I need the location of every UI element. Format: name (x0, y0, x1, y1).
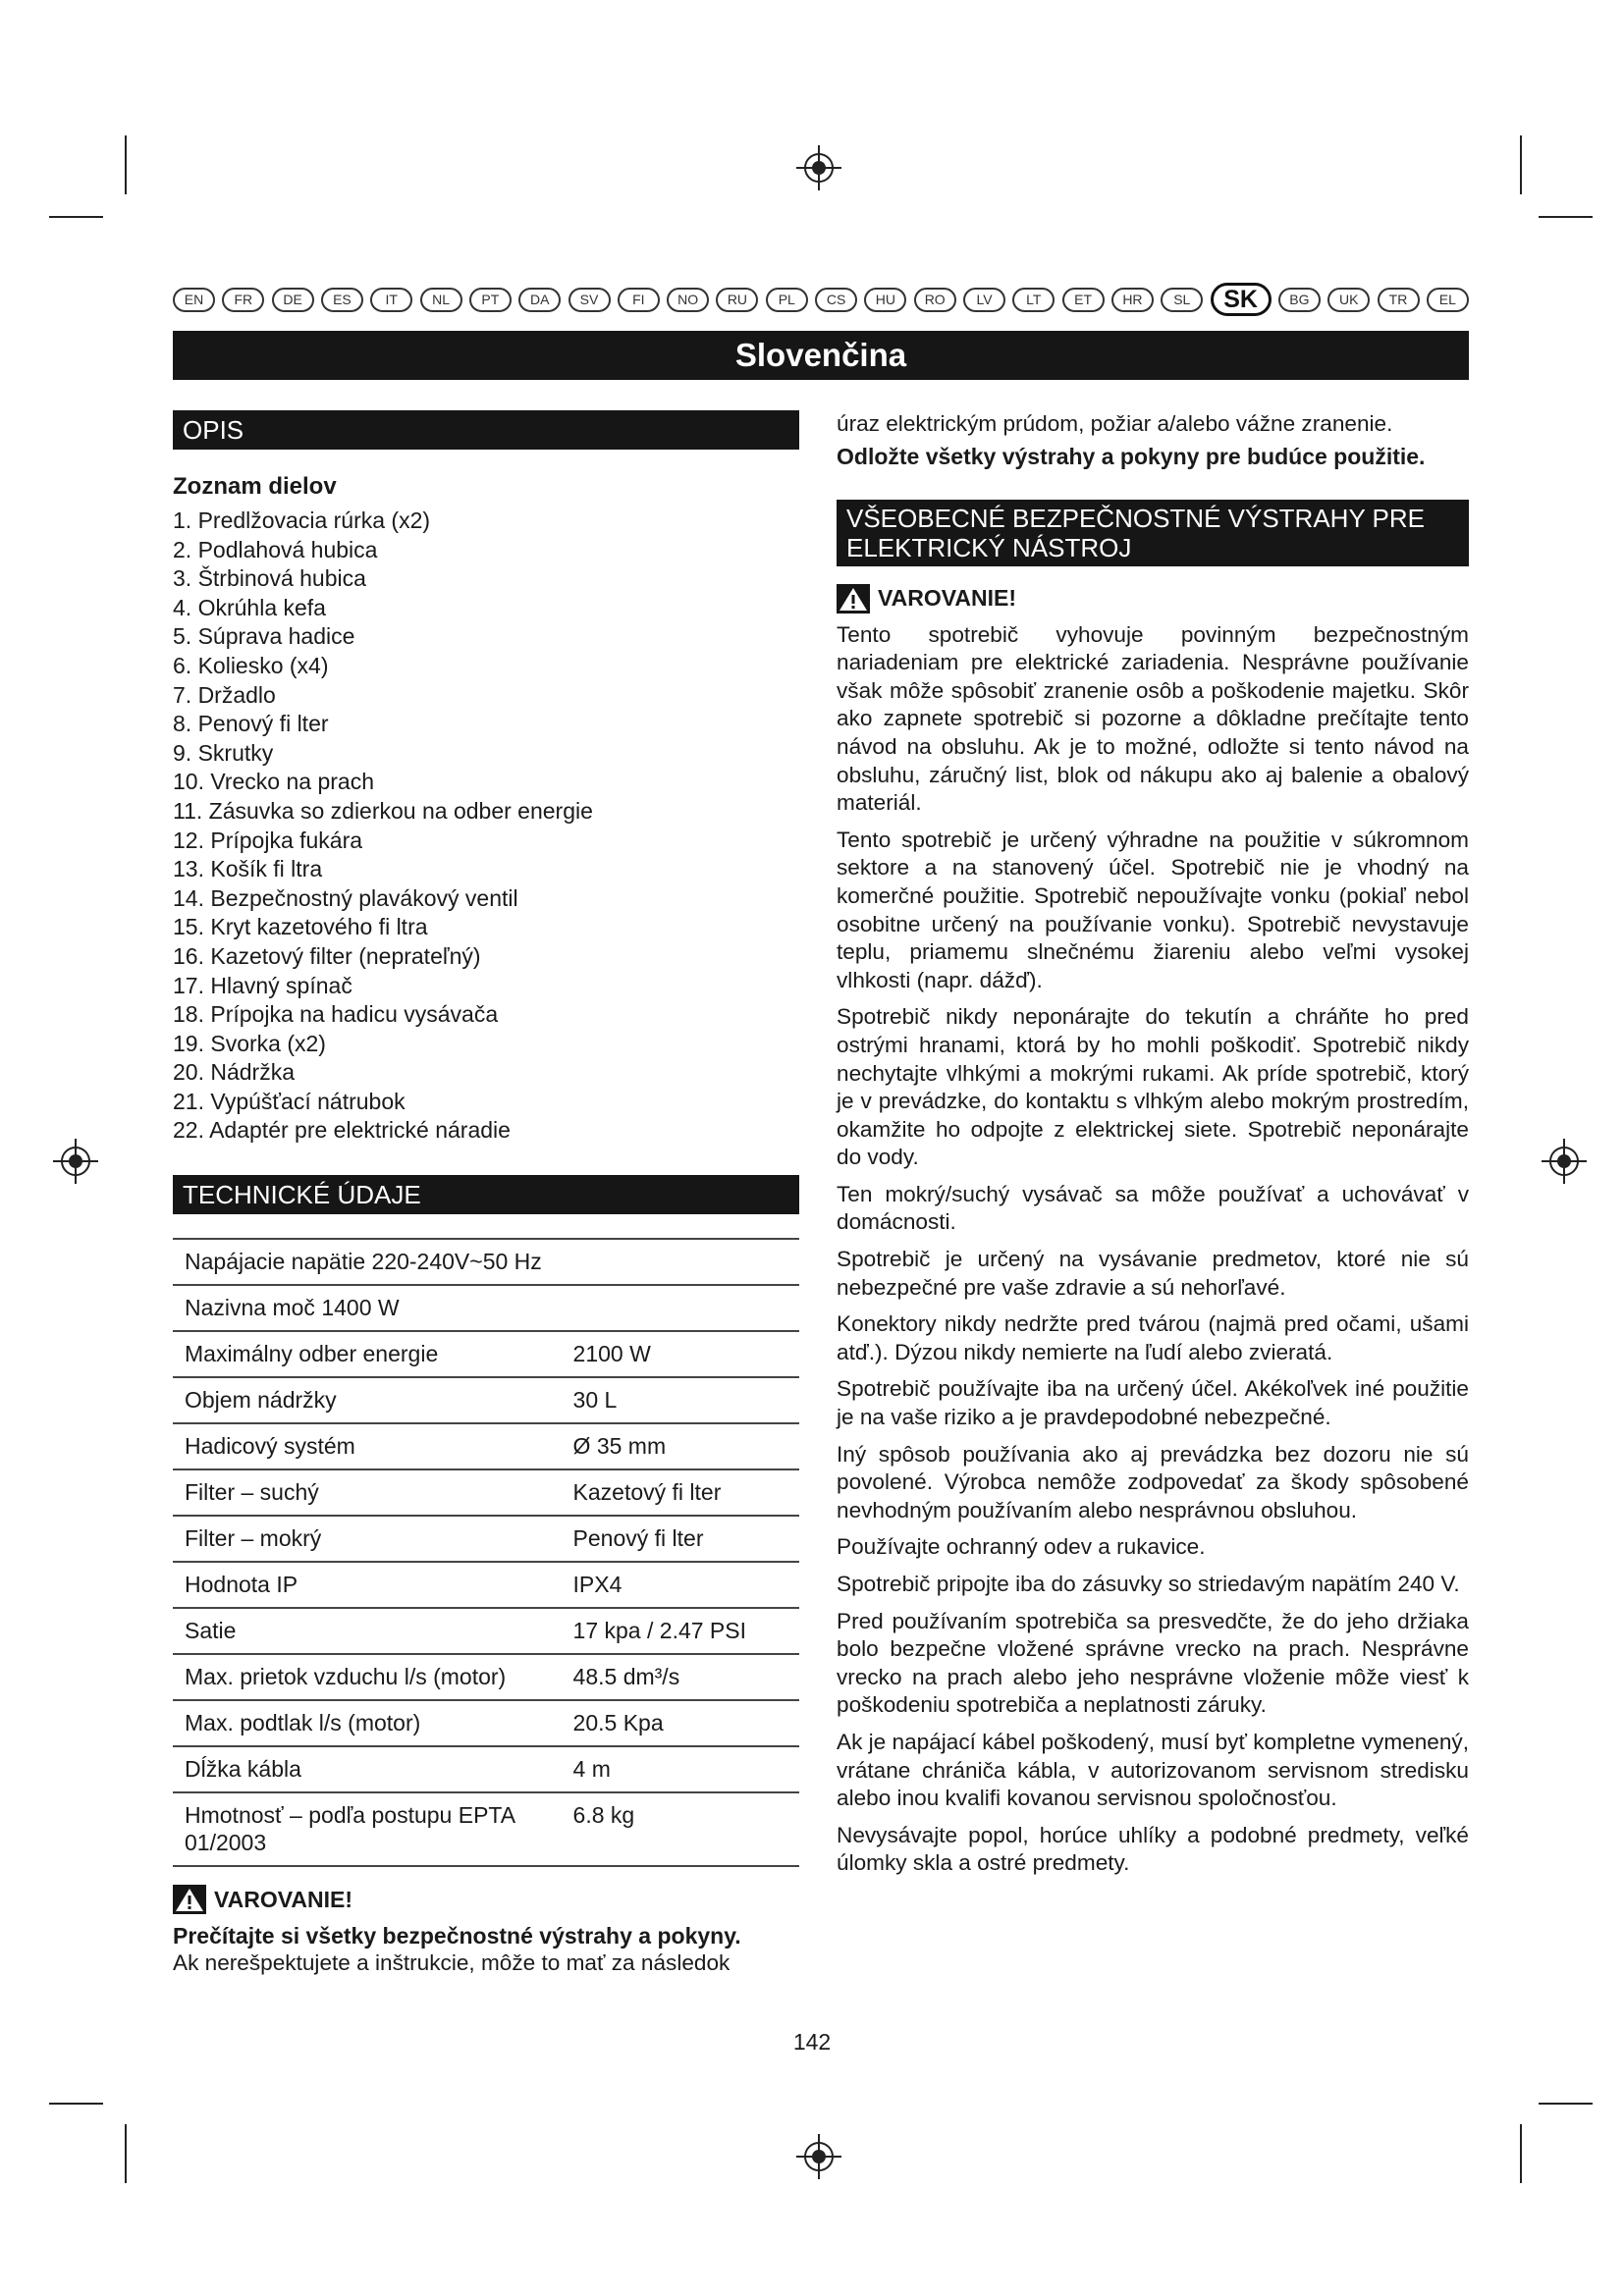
language-tab-el[interactable]: EL (1427, 288, 1469, 312)
safety-paragraph: Pred používaním spotrebiča sa presvedčte, že do jeho držiaka bolo bezpečne vložené správne vrecko na prach. Nesprávne vrecko na prach alebo jeho nesprávne vloženie môže viesť k poškodeniu spotrebiča a neplatnosti záruky. (837, 1608, 1469, 1718)
list-item: 14. Bezpečnostný plavákový ventil (173, 884, 518, 911)
spec-value: Ø 35 mm (562, 1423, 799, 1469)
language-tab-fi[interactable]: FI (618, 288, 660, 312)
spec-label: Dĺžka kábla (173, 1746, 562, 1792)
spec-value: 17 kpa / 2.47 PSI (562, 1608, 799, 1654)
language-tab-pt[interactable]: PT (469, 288, 512, 312)
table-row (173, 1516, 799, 1562)
language-tab-it[interactable]: IT (370, 288, 412, 312)
safety-paragraph: Ak je napájací kábel poškodený, musí byť kompletne vymenený, vrátane chrániča kábla, v autorizovanom servisnom stredisku alebo inou kvalifi kovanou servisnou spoločnosťou. (837, 1729, 1469, 1811)
section-heading-safety: VŠEOBECNÉ BEZPEČNOSTNÉ VÝSTRAHY PRE ELEKTRICKÝ NÁSTROJ (837, 500, 1469, 566)
safety-paragraph: Spotrebič je určený na vysávanie predmetov, ktoré nie sú nebezpečné pre vaše zdravie a sú nehorľavé. (837, 1247, 1469, 1300)
list-item: 22. Adaptér pre elektrické náradie (173, 1117, 511, 1144)
table-row (173, 1377, 799, 1423)
list-item: 17. Hlavný spínač (173, 972, 352, 998)
list-item: 7. Držadlo (173, 681, 276, 708)
safety-paragraph: Nevysávajte popol, horúce uhlíky a podobné predmety, veľké úlomky skla a ostré predmety. (837, 1822, 1469, 1876)
spec-value: 6.8 kg (562, 1792, 799, 1866)
spec-label: Filter – mokrý (173, 1516, 562, 1562)
spec-value (562, 1239, 799, 1285)
spec-value: 48.5 dm³/s (562, 1654, 799, 1700)
page-number: 142 (792, 2029, 832, 2055)
spec-label: Nazivna moč 1400 W (173, 1285, 562, 1331)
warning-heading-left (173, 1885, 799, 1914)
spec-label: Max. prietok vzduchu l/s (motor) (173, 1654, 562, 1700)
list-item: 12. Prípojka fukára (173, 827, 363, 853)
spec-label: Maximálny odber energie (173, 1331, 562, 1377)
language-tab-et[interactable]: ET (1062, 288, 1105, 312)
spec-label: Hmotnosť – podľa postupu EPTA 01/2003 (173, 1792, 562, 1866)
table-row (173, 1700, 799, 1746)
language-tab-no[interactable]: NO (667, 288, 709, 312)
warning-bold-text-left: Prečítajte si všetky bezpečnostné výstrahy a pokyny. (173, 1923, 741, 1949)
safety-paragraph: Iný spôsob používania ako aj prevádzka bez dozoru nie sú povolené. Výrobca nemôže zodpovedať za škody spôsobené nevhodným používaním alebo nesprávnou obsluhou. (837, 1441, 1469, 1522)
language-tab-cs[interactable]: CS (815, 288, 857, 312)
language-tab-lv[interactable]: LV (963, 288, 1005, 312)
language-tab-lt[interactable]: LT (1012, 288, 1055, 312)
spec-value (562, 1285, 799, 1331)
table-row (173, 1654, 799, 1700)
language-tab-ro[interactable]: RO (914, 288, 956, 312)
safety-paragraph: Ten mokrý/suchý vysávač sa môže používať a uchovávať v domácnosti. (837, 1181, 1469, 1235)
safety-paragraph: Spotrebič pripojte iba do zásuvky so striedavým napätím 240 V. (837, 1572, 1460, 1596)
language-tab-sl[interactable]: SL (1161, 288, 1203, 312)
list-item: 3. Štrbinová hubica (173, 565, 366, 592)
safety-paragraph: Tento spotrebič vyhovuje povinným bezpečnostným nariadeniam pre elektrické zariadenia. Nesprávne používanie však môže spôsobiť zranenie osôb a poškodenie majetku. Skôr ako zapnete spotrebič si pozorne a dôkladne prečítajte tento návod na obsluhu. Ak je to možné, odložte si tento návod na obsluhu, záručný list, blok od nákupu ako aj balenie a obalový materiál. (837, 621, 1469, 816)
spec-value: IPX4 (562, 1562, 799, 1608)
spec-value: 20.5 Kpa (562, 1700, 799, 1746)
crop-mark-bottom-right-vertical (1520, 2124, 1522, 2183)
list-item: 19. Svorka (x2) (173, 1030, 326, 1056)
list-item: 4. Okrúhla kefa (173, 594, 326, 620)
spec-label: Satie (173, 1608, 562, 1654)
safety-paragraph: Konektory nikdy nedržte pred tvárou (najmä pred očami, ušami atď.). Dýzou nikdy nemierte na ľudí alebo zvieratá. (837, 1311, 1469, 1364)
language-tab-nl[interactable]: NL (420, 288, 462, 312)
safety-paragraph: Používajte ochranný odev a rukavice. (837, 1534, 1206, 1560)
spec-value: 30 L (562, 1377, 799, 1423)
list-item: 6. Koliesko (x4) (173, 652, 329, 678)
page-title: Slovenčina (173, 331, 1469, 380)
warning-label-right: VAROVANIE! (878, 585, 1016, 612)
language-tab-fr[interactable]: FR (222, 288, 264, 312)
table-row (173, 1331, 799, 1377)
parts-list (173, 507, 799, 1146)
crop-mark-bottom-right-horizontal (1539, 2103, 1593, 2105)
section-heading-opis: OPIS (173, 410, 799, 450)
spec-value: Kazetový fi lter (562, 1469, 799, 1516)
safety-paragraph: Spotrebič používajte iba na určený účel. Akékoľvek iné použitie je na vaše riziko a je pravdepodobné nebezpečné. (837, 1376, 1469, 1430)
table-row (173, 1469, 799, 1516)
language-tab-ru[interactable]: RU (716, 288, 758, 312)
safety-paragraph: Tento spotrebič je určený výhradne na použitie v súkromnom sektore a na stanovený účel. Spotrebič nie je vhodný na komerčné použitie. Spotrebič nepoužívajte vonku (pokiaľ nebol osobitne určený na používanie vonku). Spotrebič nevystavuje teplu, priamemu slnečnému žiareniu alebo veľmi vysokej vlhkosti (napr. dážď). (837, 827, 1469, 992)
warning-text-left: Ak nerešpektujete a inštrukcie, môže to mať za následok (173, 1950, 731, 1976)
language-tab-sk[interactable]: SK (1211, 283, 1272, 316)
language-tab-hu[interactable]: HU (864, 288, 906, 312)
table-row (173, 1285, 799, 1331)
warning-heading-right (837, 584, 1469, 614)
list-item: 1. Predlžovacia rúrka (x2) (173, 507, 431, 533)
language-tab-da[interactable]: DA (518, 288, 561, 312)
spec-label: Napájacie napätie 220-240V~50 Hz (173, 1239, 562, 1285)
warning-triangle-icon (837, 584, 870, 614)
table-row (173, 1792, 799, 1866)
spec-value: Penový fi lter (562, 1516, 799, 1562)
registration-mark-left-icon (53, 1139, 98, 1184)
crop-mark-top-right-vertical (1520, 135, 1522, 194)
safety-paragraph: Spotrebič nikdy neponárajte do tekutín a chráňte ho pred ostrými hranami, ktorá by ho mohli poškodiť. Spotrebič nikdy nechytajte vlhkými a mokrými rukami. Ak príde spotrebič, ktorý je v prevádzke, do kontaktu s vlhkým alebo mokrým prostredím, okamžite ho odpojte z elektrickej siete. Spotrebič neponárajte do vody. (837, 1004, 1469, 1170)
language-tab-tr[interactable]: TR (1378, 288, 1420, 312)
spec-table (173, 1238, 799, 1867)
right-column (837, 410, 1469, 1887)
list-item: 5. Súprava hadice (173, 623, 355, 650)
language-tab-bg[interactable]: BG (1278, 288, 1321, 312)
intro-bold: Odložte všetky výstrahy a pokyny pre budúce použitie. (837, 443, 1426, 469)
crop-mark-top-left-vertical (125, 135, 127, 194)
language-tab-en[interactable]: EN (173, 288, 215, 312)
list-item: 11. Zásuvka so zdierkou na odber energie (173, 797, 593, 824)
spec-value: 2100 W (562, 1331, 799, 1377)
warning-label-left: VAROVANIE! (214, 1886, 352, 1912)
language-tab-hr[interactable]: HR (1111, 288, 1154, 312)
spec-label: Objem nádržky (173, 1377, 562, 1423)
list-item: 9. Skrutky (173, 739, 274, 766)
list-item: 21. Vypúšťací nátrubok (173, 1088, 406, 1114)
language-tab-pl[interactable]: PL (766, 288, 808, 312)
intro-continuation: úraz elektrickým prúdom, požiar a/alebo vážne zranenie. (837, 411, 1393, 436)
spec-label: Hodnota IP (173, 1562, 562, 1608)
list-item: 10. Vrecko na prach (173, 769, 374, 795)
spec-label: Hadicový systém (173, 1423, 562, 1469)
language-tab-uk[interactable]: UK (1327, 288, 1370, 312)
crop-mark-bottom-left-horizontal (49, 2103, 103, 2105)
crop-mark-top-right-horizontal (1539, 216, 1593, 218)
parts-heading: Zoznam dielov (173, 473, 337, 500)
table-row (173, 1423, 799, 1469)
list-item: 13. Košík fi ltra (173, 856, 323, 882)
table-row (173, 1608, 799, 1654)
warning-triangle-icon (173, 1885, 206, 1914)
table-row (173, 1562, 799, 1608)
list-item: 8. Penový fi lter (173, 711, 329, 737)
table-row (173, 1239, 799, 1285)
table-row (173, 1746, 799, 1792)
registration-mark-right-icon (1542, 1139, 1587, 1184)
language-tab-de[interactable]: DE (272, 288, 314, 312)
spec-label: Filter – suchý (173, 1469, 562, 1516)
list-item: 2. Podlahová hubica (173, 536, 378, 562)
left-column (173, 410, 799, 1987)
registration-mark-top-icon (796, 145, 841, 190)
list-item: 16. Kazetový filter (nepratеľný) (173, 942, 481, 969)
registration-mark-bottom-icon (796, 2134, 841, 2179)
crop-mark-bottom-left-vertical (125, 2124, 127, 2183)
spec-value: 4 m (562, 1746, 799, 1792)
language-bar (173, 283, 1469, 316)
section-heading-tech: TECHNICKÉ ÚDAJE (173, 1175, 799, 1214)
crop-mark-top-left-horizontal (49, 216, 103, 218)
list-item: 20. Nádržka (173, 1059, 296, 1086)
list-item: 15. Kryt kazetového fi ltra (173, 914, 428, 940)
spec-label: Max. podtlak l/s (motor) (173, 1700, 562, 1746)
safety-paragraphs (837, 621, 1469, 1878)
language-tab-sv[interactable]: SV (568, 288, 611, 312)
list-item: 18. Prípojka na hadicu vysávača (173, 1001, 499, 1028)
language-tab-es[interactable]: ES (321, 288, 363, 312)
